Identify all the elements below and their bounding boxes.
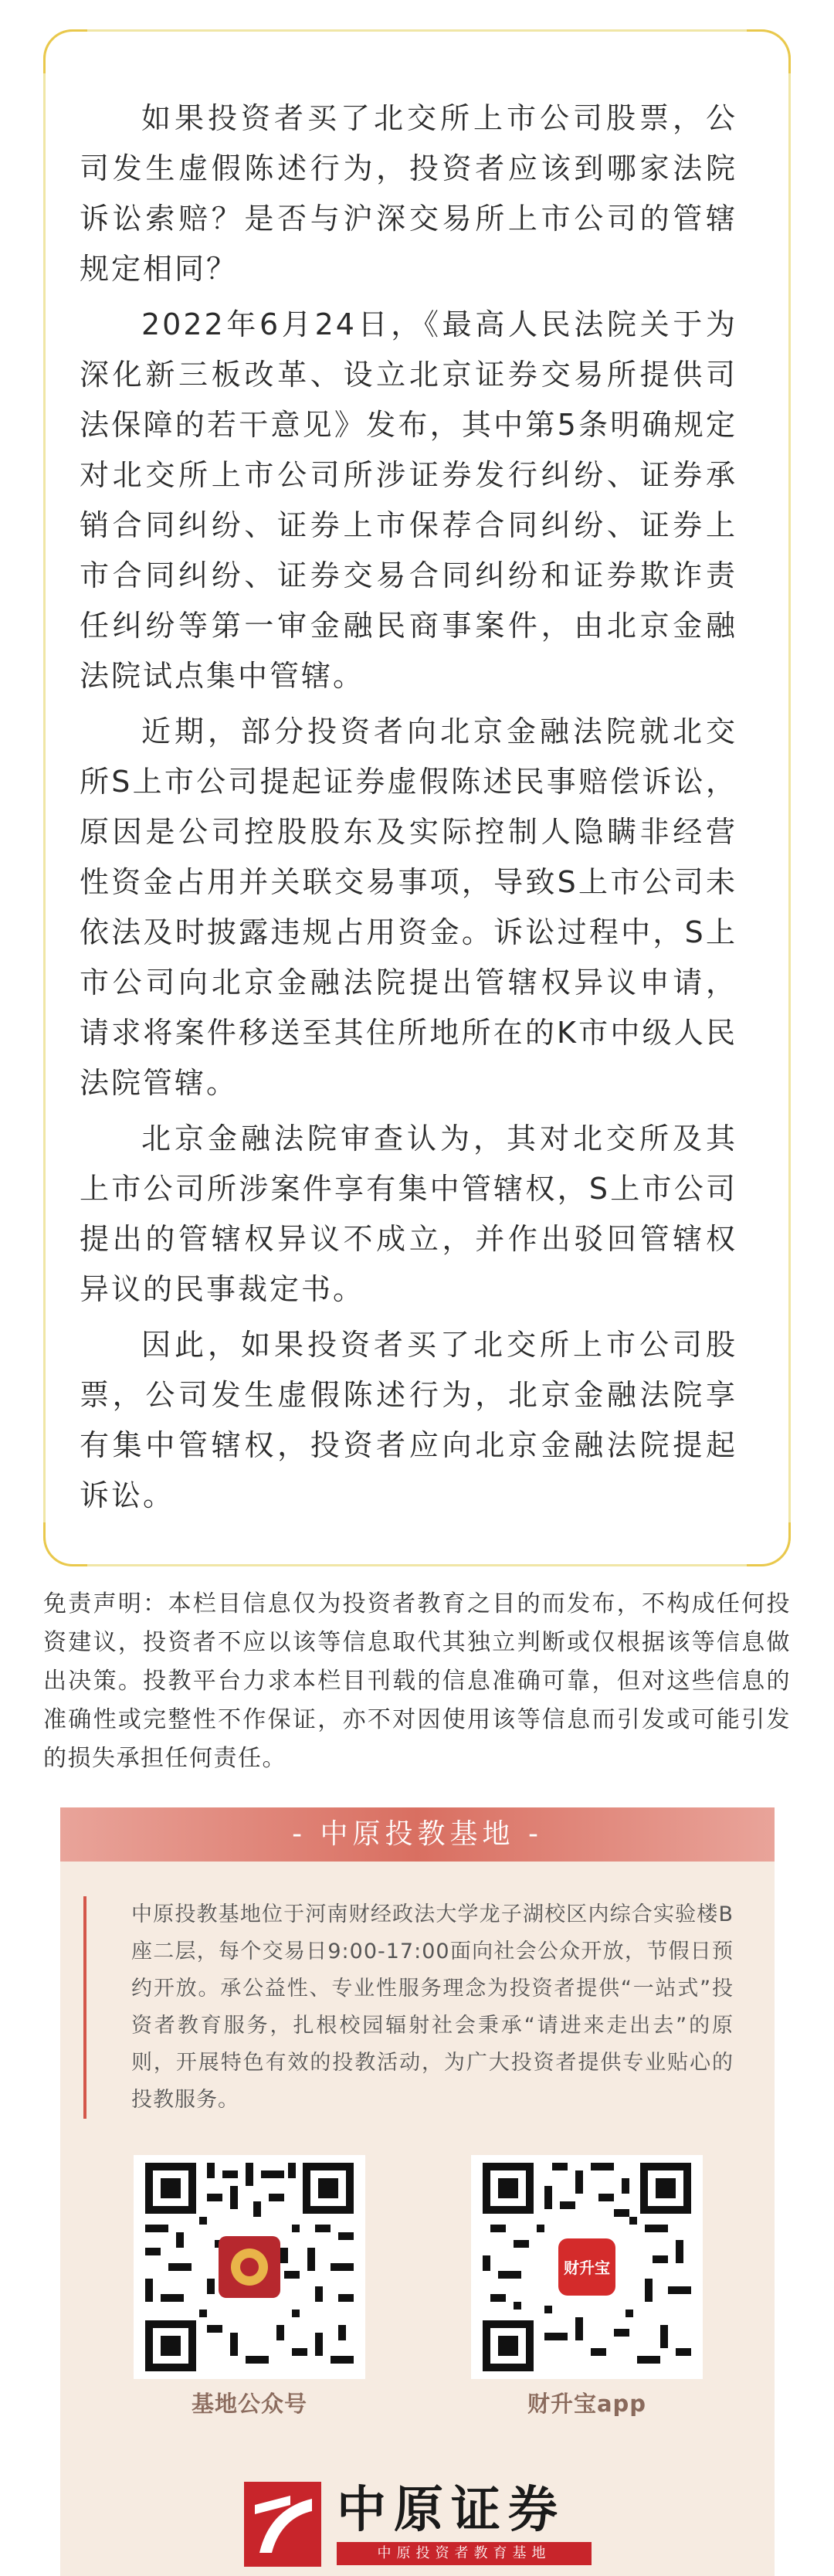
base-section-title: - 中原投教基地 - — [60, 1807, 775, 1862]
answer-paragraph-ruling: 北京金融法院审查认为，其对北交所及其上市公司所涉案件享有集中管辖权，S上市公司提出的管辖权异议不成立，并作出驳回管辖权异议的民事裁定书。 — [80, 1122, 737, 1306]
logo-subtitle: 中原投资者教育基地 — [337, 2542, 592, 2565]
answer-paragraph-case: 近期，部分投资者向北京金融法院就北交所S上市公司提起证券虚假陈述民事赔偿诉讼，原因是公司控股股东及实际控制人隐瞒非经营性资金占用并关联交易事项，导致S上市公司未依法及时披露违规占用资金。诉讼过程中，S上市公司向北京金融法院提出管辖权异议申请，请求将案件移送至其住所地所在的K市中级人民法院管辖。 — [80, 714, 737, 1100]
qr-code-icon — [483, 2163, 691, 2371]
logo-brand-name: 中原证券 — [337, 2481, 565, 2539]
qr-code-icon — [471, 2155, 703, 2379]
zhongyuan-logo-mark-icon — [244, 2482, 321, 2567]
answer-paragraph-conclusion: 因此，如果投资者买了北交所上市公司股票，公司发生虚假陈述行为，北京金融法院享有集中管辖权，投资者应向北京金融法院提起诉讼。 — [80, 1328, 737, 1512]
qr-code-icon — [145, 2163, 354, 2371]
education-base-section — [60, 1807, 775, 2576]
zhongyuan-securities-logo — [244, 2482, 607, 2567]
card-corner-decoration — [43, 29, 87, 73]
app-icon-label: 财升宝 — [564, 2259, 610, 2277]
card-corner-decoration — [43, 1522, 87, 1566]
qr-official-account — [134, 2155, 365, 2418]
qr-caishengbao-app — [471, 2155, 703, 2418]
disclaimer-text: 免责声明：本栏目信息仅为投资者教育之目的而发布，不构成任何投资建议，投资者不应以该等信息取代其独立判断或仅根据该等信息做出决策。投教平台力求本栏目刊载的信息准确可靠，但对这些信息的准确性或完整性不作保证，亦不对因使用该等信息而引发或可能引发的损失承担任何责任。 — [43, 1590, 791, 1772]
qr-code-icon — [134, 2155, 365, 2379]
card-corner-decoration — [747, 29, 791, 73]
base-intro-text: 中原投教基地位于河南财经政法大学龙子湖校区内综合实验楼B座二层，每个交易日9:00-17:00面向社会公众开放，节假日预约开放。承公益性、专业性服务理念为投资者提供“一站式”投资者教育服务，扎根校园辐射社会秉承“请进来走出去”的原则，开展特色有效的投教活动，为广大投资者提供专业贴心的投教服务。 — [83, 1896, 734, 2119]
question-paragraph: 如果投资者买了北交所上市公司股票，公司发生虚假陈述行为，投资者应该到哪家法院诉讼索赔？是否与沪深交易所上市公司的管辖规定相同？ — [80, 101, 737, 286]
card-corner-decoration — [747, 1522, 791, 1566]
qr-caption-official-account: 基地公众号 — [191, 2391, 307, 2417]
qa-card — [43, 29, 791, 1566]
answer-paragraph-regulation: 2022年6月24日，《最高人民法院关于为深化新三板改革、设立北京证券交易所提供司法保障的若干意见》发布，其中第5条明确规定对北交所上市公司所涉证券发行纠纷、证券承销合同纠纷、证券上市保荐合同纠纷、证券上市合同纠纷、证券交易合同纠纷和证券欺诈责任纠纷等第一审金融民商事案件，由北京金融法院试点集中管辖。 — [80, 307, 737, 693]
qr-caption-app: 财升宝app — [527, 2391, 647, 2417]
